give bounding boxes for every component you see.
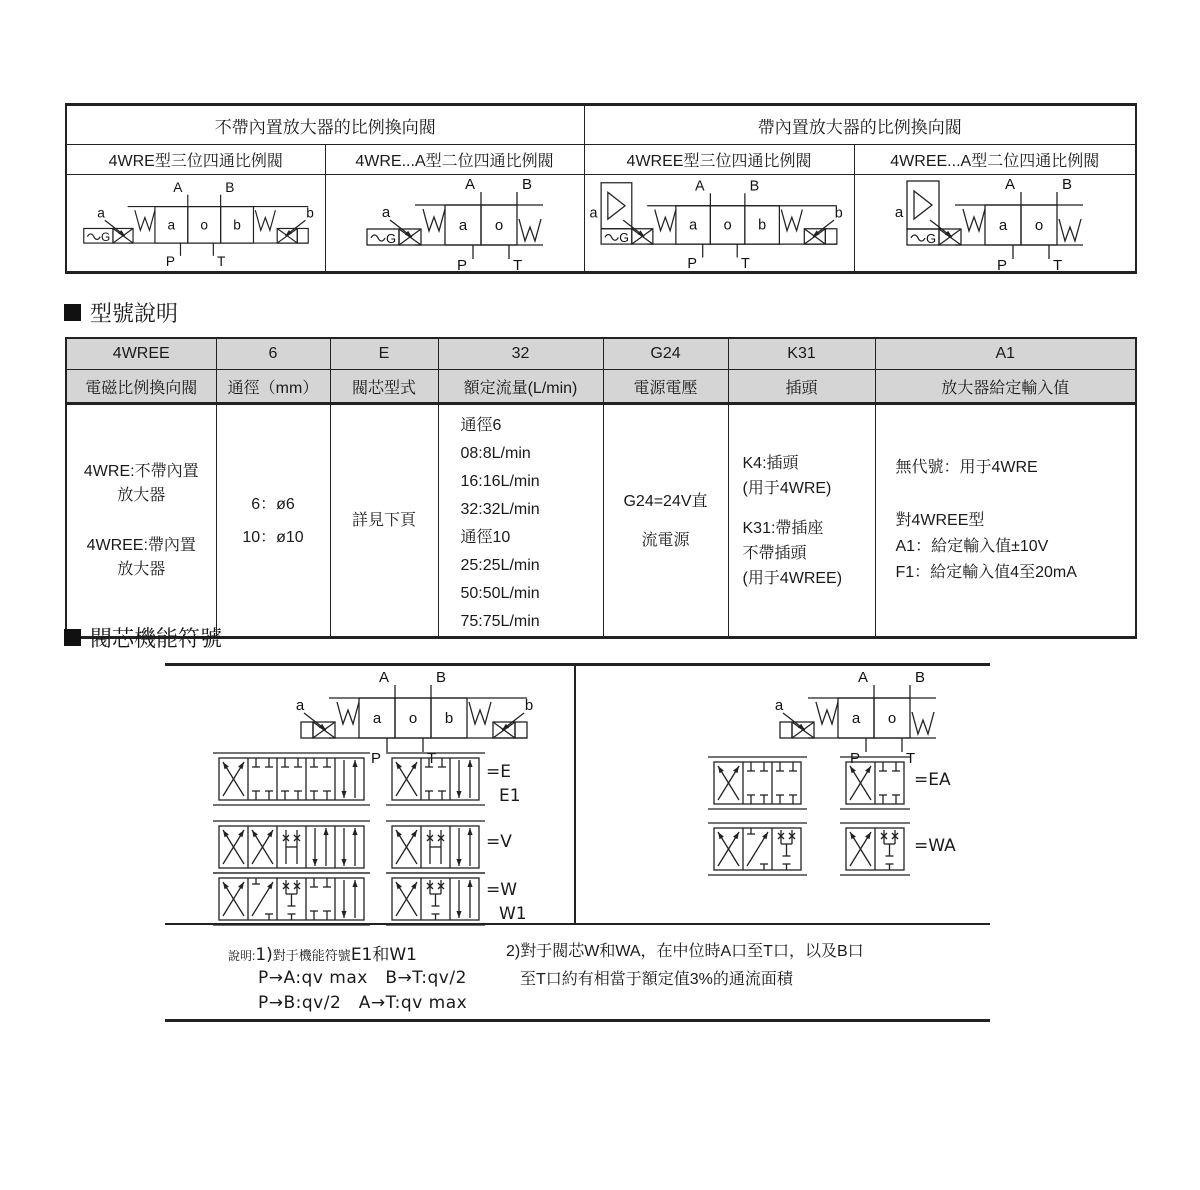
cell-valve-type: 4WRE:不帶內置 放大器 4WREE:帶內置 放大器 xyxy=(66,404,216,638)
label-spool-type: 閥芯型式 xyxy=(330,370,438,404)
svg-text:B: B xyxy=(915,669,926,686)
note-text: 對于機能符號 xyxy=(272,948,351,963)
hydraulic-symbol-4wree-3pos xyxy=(587,177,851,269)
svg-text:a: a xyxy=(167,217,175,233)
svg-text:b: b xyxy=(758,217,767,234)
svg-text:A: A xyxy=(464,176,475,193)
svg-text:A: A xyxy=(857,669,868,686)
label-rated-flow: 額定流量(L/min) xyxy=(438,370,603,404)
svg-text:P: P xyxy=(849,750,860,764)
section-heading-model xyxy=(64,297,178,328)
cell-rated-flow: 通徑6 08:8L/min 16:16L/min 32:32L/min 通徑10 25:25L/min 50:50L/min 75:75L/min xyxy=(438,404,603,638)
svg-text:o: o xyxy=(1034,217,1043,234)
valve-symbol-4wre-3pos-diagram xyxy=(67,179,325,267)
svg-text:G: G xyxy=(385,231,396,246)
note-left-title xyxy=(228,940,417,965)
label-voltage: 電源電壓 xyxy=(603,370,728,404)
svg-text:a: a xyxy=(851,710,861,727)
svg-text:b: b xyxy=(834,205,843,222)
svg-text:b: b xyxy=(524,697,534,714)
cell-size: 6：ø6 10：ø10 xyxy=(216,404,330,638)
valve-symbol-2pos-master xyxy=(766,668,950,764)
valve-symbol-4wre-2pos-diagram xyxy=(326,175,584,271)
note-code: E1和W1 xyxy=(350,945,417,965)
valve-overview-table xyxy=(65,103,1137,274)
code-voltage: G24 xyxy=(603,338,728,370)
spool-diagram-ea-short xyxy=(838,752,912,814)
note-right-line2: 至T口約有相當于額定值3%的通流面積 xyxy=(520,971,793,988)
spool-diagram-w-long xyxy=(211,868,372,930)
svg-text:T: T xyxy=(512,257,522,271)
hydraulic-symbol-4wree-2pos xyxy=(893,175,1097,271)
svg-text:B: B xyxy=(224,179,235,195)
svg-text:B: B xyxy=(749,178,760,195)
spool-box-top-rule xyxy=(165,663,990,666)
spool-diagram-e-long xyxy=(211,748,372,810)
svg-text:o: o xyxy=(494,217,503,234)
svg-text:a: a xyxy=(998,217,1007,234)
hydraulic-symbol-4wre-3pos xyxy=(71,179,321,267)
svg-text:T: T xyxy=(741,256,750,269)
cell-spool-type: 詳見下頁 xyxy=(330,404,438,638)
cell-plug: K4:插頭 (用于4WRE) K31:帶插座 不帶插頭 (用于4WREE) xyxy=(728,404,875,638)
svg-text:B: B xyxy=(1061,176,1072,193)
model-designation-table xyxy=(65,337,1137,639)
section-heading-spool xyxy=(64,622,222,653)
spool-sublabel-e1: E1 xyxy=(499,786,521,806)
code-plug: K31 xyxy=(728,338,875,370)
spool-sublabel-w1: W1 xyxy=(499,904,527,924)
label-size: 通徑（mm） xyxy=(216,370,330,404)
svg-text:o: o xyxy=(408,710,418,727)
label-valve-type: 電磁比例換向閥 xyxy=(66,370,216,404)
section-title-model: 型號說明 xyxy=(90,301,179,326)
valve-symbol-4wree-2pos-diagram xyxy=(855,175,1136,271)
svg-text:T: T xyxy=(216,253,226,267)
spool-label-wa: =WA xyxy=(914,836,956,856)
svg-text:a: a xyxy=(295,697,305,714)
svg-text:T: T xyxy=(1052,257,1062,271)
cell-voltage: G24=24V直 流電源 xyxy=(603,404,728,638)
spool-box-bottom-rule xyxy=(165,1019,990,1022)
svg-text:a: a xyxy=(97,205,105,221)
svg-text:P: P xyxy=(456,257,467,271)
svg-text:a: a xyxy=(458,217,467,234)
svg-text:P: P xyxy=(370,750,381,764)
section-square-icon xyxy=(64,629,81,646)
svg-text:T: T xyxy=(906,750,916,764)
section-square-icon xyxy=(64,304,81,321)
spool-label-w: =W xyxy=(486,880,518,900)
note-prefix: 說明: xyxy=(228,949,256,963)
svg-text:o: o xyxy=(200,217,208,233)
svg-text:a: a xyxy=(689,217,698,234)
svg-text:G: G xyxy=(619,231,629,246)
valve-symbol-4wree-3pos-diagram xyxy=(585,177,854,269)
svg-text:G: G xyxy=(100,230,111,245)
group-header-without-amp: 不帶內置放大器的比例換向閥 xyxy=(66,105,584,145)
code-flow: 32 xyxy=(438,338,603,370)
spool-diagram-e-short xyxy=(384,748,487,810)
spool-label-ea: =EA xyxy=(914,770,951,790)
spool-diagram-wa-long xyxy=(706,818,809,880)
spool-label-v: =V xyxy=(486,832,512,852)
col-header-4wre3: 4WRE型三位四通比例閥 xyxy=(66,145,325,175)
svg-text:a: a xyxy=(589,205,598,222)
spool-diagram-w-short xyxy=(384,868,487,930)
hydraulic-symbol-4wre-2pos xyxy=(353,175,557,271)
svg-text:A: A xyxy=(172,179,183,195)
code-input: A1 xyxy=(875,338,1136,370)
svg-text:P: P xyxy=(996,257,1007,271)
svg-text:b: b xyxy=(444,710,454,727)
svg-text:b: b xyxy=(233,217,241,233)
group-header-with-amp: 帶內置放大器的比例換向閥 xyxy=(584,105,1136,145)
svg-text:A: A xyxy=(1004,176,1015,193)
svg-text:a: a xyxy=(372,710,382,727)
spool-box-divider xyxy=(574,663,576,925)
col-header-4wree2: 4WREE...A型二位四通比例閥 xyxy=(854,145,1136,175)
col-header-4wre2: 4WRE...A型二位四通比例閥 xyxy=(325,145,584,175)
svg-text:b: b xyxy=(305,205,314,221)
svg-text:B: B xyxy=(436,669,447,686)
code-4wree: 4WREE xyxy=(66,338,216,370)
svg-text:T: T xyxy=(427,750,437,764)
code-spool: E xyxy=(330,338,438,370)
svg-text:A: A xyxy=(695,178,705,195)
svg-text:a: a xyxy=(894,204,903,221)
note-number: 1) xyxy=(255,945,273,965)
spool-diagram-ea-long xyxy=(706,752,809,814)
spool-diagram-wa-short xyxy=(838,818,912,880)
col-header-4wree3: 4WREE型三位四通比例閥 xyxy=(584,145,854,175)
note-right-line1: 2)對于閥芯W和WA，在中位時A口至T口，以及B口 xyxy=(506,943,864,960)
svg-text:B: B xyxy=(521,176,532,193)
label-plug: 插頭 xyxy=(728,370,875,404)
svg-text:P: P xyxy=(687,256,697,269)
svg-text:a: a xyxy=(381,204,390,221)
svg-text:A: A xyxy=(378,669,389,686)
note-formula-1: P→A:qv max B→T:qv/2 xyxy=(258,968,467,988)
svg-text:G: G xyxy=(925,231,936,246)
section-title-spool: 閥芯機能符號 xyxy=(90,626,223,651)
spool-label-e: =E xyxy=(486,762,511,782)
hydraulic-symbol-master-2pos xyxy=(766,668,950,764)
label-amp-input: 放大器給定輸入值 xyxy=(875,370,1136,404)
code-size: 6 xyxy=(216,338,330,370)
svg-text:P: P xyxy=(165,253,175,267)
note-formula-2: P→B:qv/2 A→T:qv max xyxy=(258,993,468,1013)
svg-text:o: o xyxy=(887,710,897,727)
svg-text:a: a xyxy=(774,697,784,714)
cell-amp-input: 無代號：用于4WRE 對4WREE型 A1：給定輸入值±10V F1：給定輸入值4至20mA xyxy=(875,404,1136,638)
svg-text:o: o xyxy=(723,217,732,234)
